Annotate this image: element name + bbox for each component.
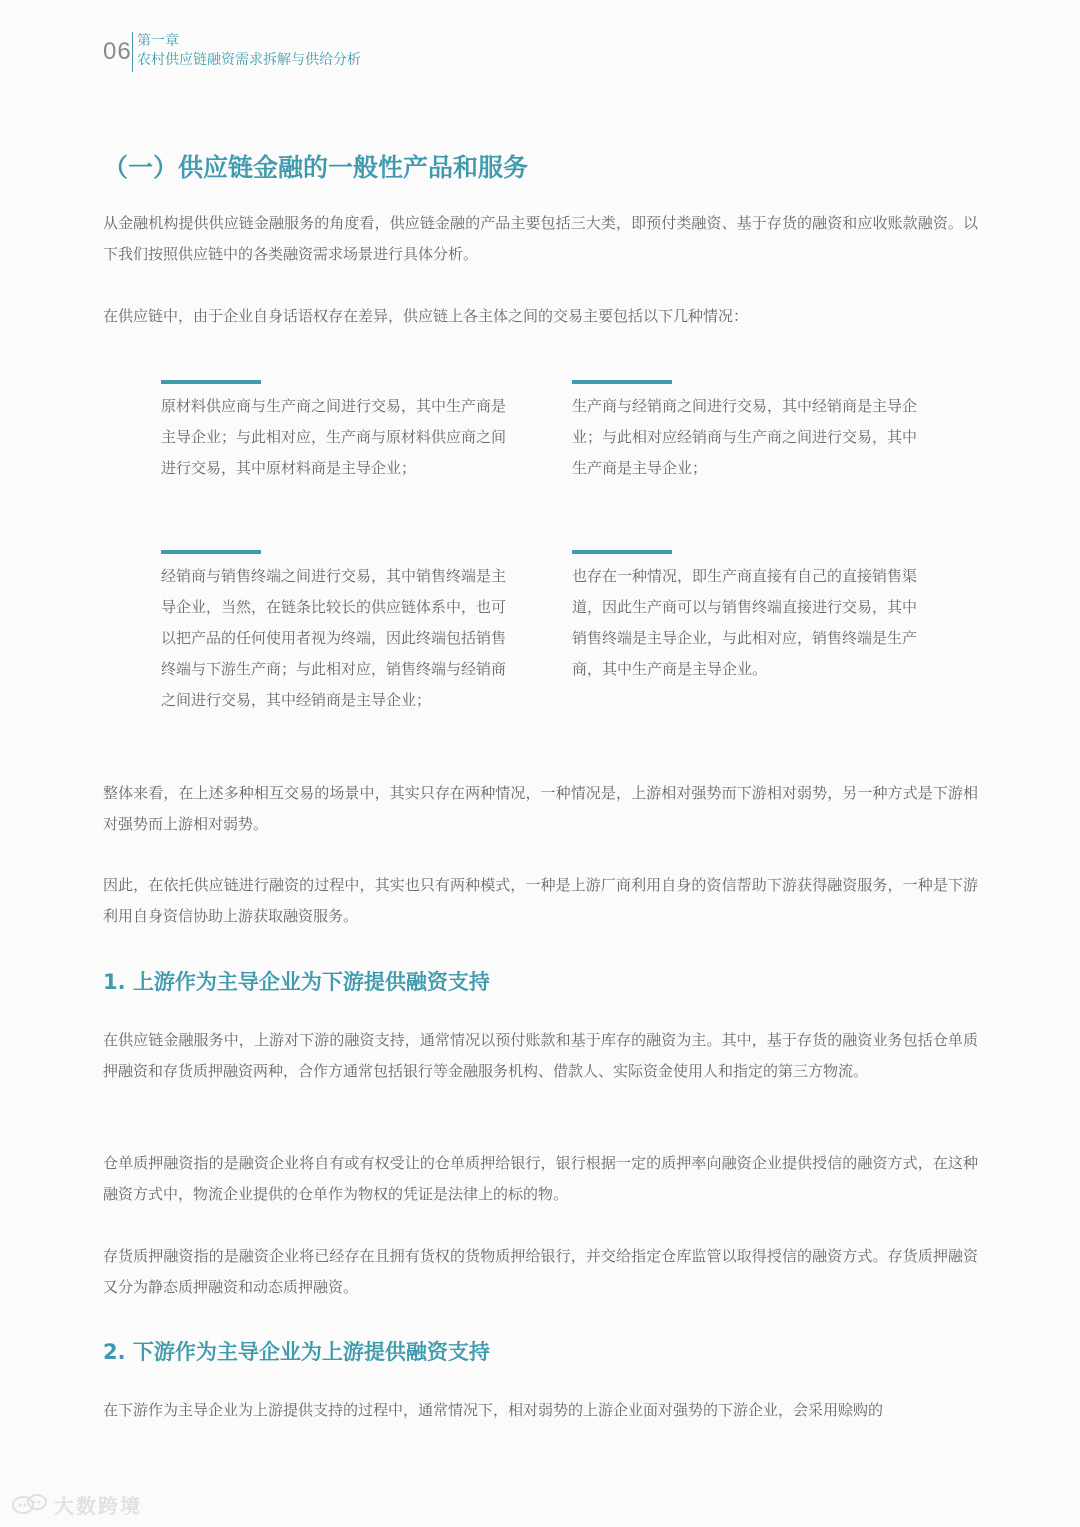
page-number: 06 xyxy=(103,38,132,65)
intro-paragraph-1: 从金融机构提供供应链金融服务的角度看，供应链金融的产品主要包括三大类，即预付类融资、基于存货的融资和应收账款融资。以下我们按照供应链中的各类融资需求场景进行具体分析。 xyxy=(103,214,978,263)
section-title: （一）供应链金融的一般性产品和服务 xyxy=(103,153,529,182)
watermark-logo-icon xyxy=(10,1492,50,1518)
watermark xyxy=(10,1490,142,1519)
subsection2-paragraph-1: 在下游作为主导企业为上游提供支持的过程中，通常情况下，相对弱势的上游企业面对强势的下游企业，会采用赊购的 xyxy=(103,1401,884,1419)
case-accent-bar xyxy=(161,550,261,554)
case-text-2: 生产商与经销商之间进行交易，其中经销商是主导企业；与此相对应经销商与生产商之间进行交易，其中生产商是主导企业； xyxy=(572,397,918,477)
subsection1-paragraph-2: 仓单质押融资指的是融资企业将自有或有权受让的仓单质押给银行，银行根据一定的质押率向融资企业提供授信的融资方式，在这种融资方式中，物流企业提供的仓单作为物权的凭证是法律上的标的物。 xyxy=(103,1154,978,1203)
chapter-label: 第一章 xyxy=(137,33,179,49)
case-text-4: 也存在一种情况，即生产商直接有自己的直接销售渠道，因此生产商可以与销售终端直接进行交易，其中销售终端是主导企业，与此相对应，销售终端是生产商，其中生产商是主导企业。 xyxy=(572,567,918,678)
summary-paragraph-1: 整体来看，在上述多种相互交易的场景中，其实只存在两种情况，一种情况是，上游相对强势而下游相对弱势，另一种方式是下游相对强势而上游相对弱势。 xyxy=(103,784,978,833)
case-text-3: 经销商与销售终端之间进行交易，其中销售终端是主导企业，当然，在链条比较长的供应链体系中，也可以把产品的任何使用者视为终端，因此终端包括销售终端与下游生产商；与此相对应，销售终端与经销商之间进行交易，其中经销商是主导企业； xyxy=(161,567,507,709)
case-accent-bar xyxy=(572,550,672,554)
case-text-1: 原材料供应商与生产商之间进行交易，其中生产商是主导企业；与此相对应，生产商与原材料供应商之间进行交易，其中原材料商是主导企业； xyxy=(161,397,507,477)
summary-paragraph-2: 因此，在依托供应链进行融资的过程中，其实也只有两种模式，一种是上游厂商利用自身的资信帮助下游获得融资服务，一种是下游利用自身资信协助上游获取融资服务。 xyxy=(103,876,978,925)
case-accent-bar xyxy=(161,380,261,384)
chapter-title: 农村供应链融资需求拆解与供给分析 xyxy=(137,52,361,68)
subsection-title-2: 2. 下游作为主导企业为上游提供融资支持 xyxy=(103,1340,490,1364)
watermark-text: 大数跨境 xyxy=(54,1494,142,1518)
subsection1-paragraph-3: 存货质押融资指的是融资企业将已经存在且拥有货权的货物质押给银行，并交给指定仓库监管以取得授信的融资方式。存货质押融资又分为静态质押融资和动态质押融资。 xyxy=(103,1247,978,1296)
header-divider xyxy=(132,32,133,72)
intro-paragraph-2: 在供应链中，由于企业自身话语权存在差异，供应链上各主体之间的交易主要包括以下几种情况： xyxy=(103,307,749,325)
case-accent-bar xyxy=(572,380,672,384)
subsection1-paragraph-1: 在供应链金融服务中，上游对下游的融资支持，通常情况以预付账款和基于库存的融资为主。其中，基于存货的融资业务包括仓单质押融资和存货质押融资两种，合作方通常包括银行等金融服务机构、借款人、实际资金使用人和指定的第三方物流。 xyxy=(103,1031,978,1080)
subsection-title-1: 1. 上游作为主导企业为下游提供融资支持 xyxy=(103,970,490,994)
